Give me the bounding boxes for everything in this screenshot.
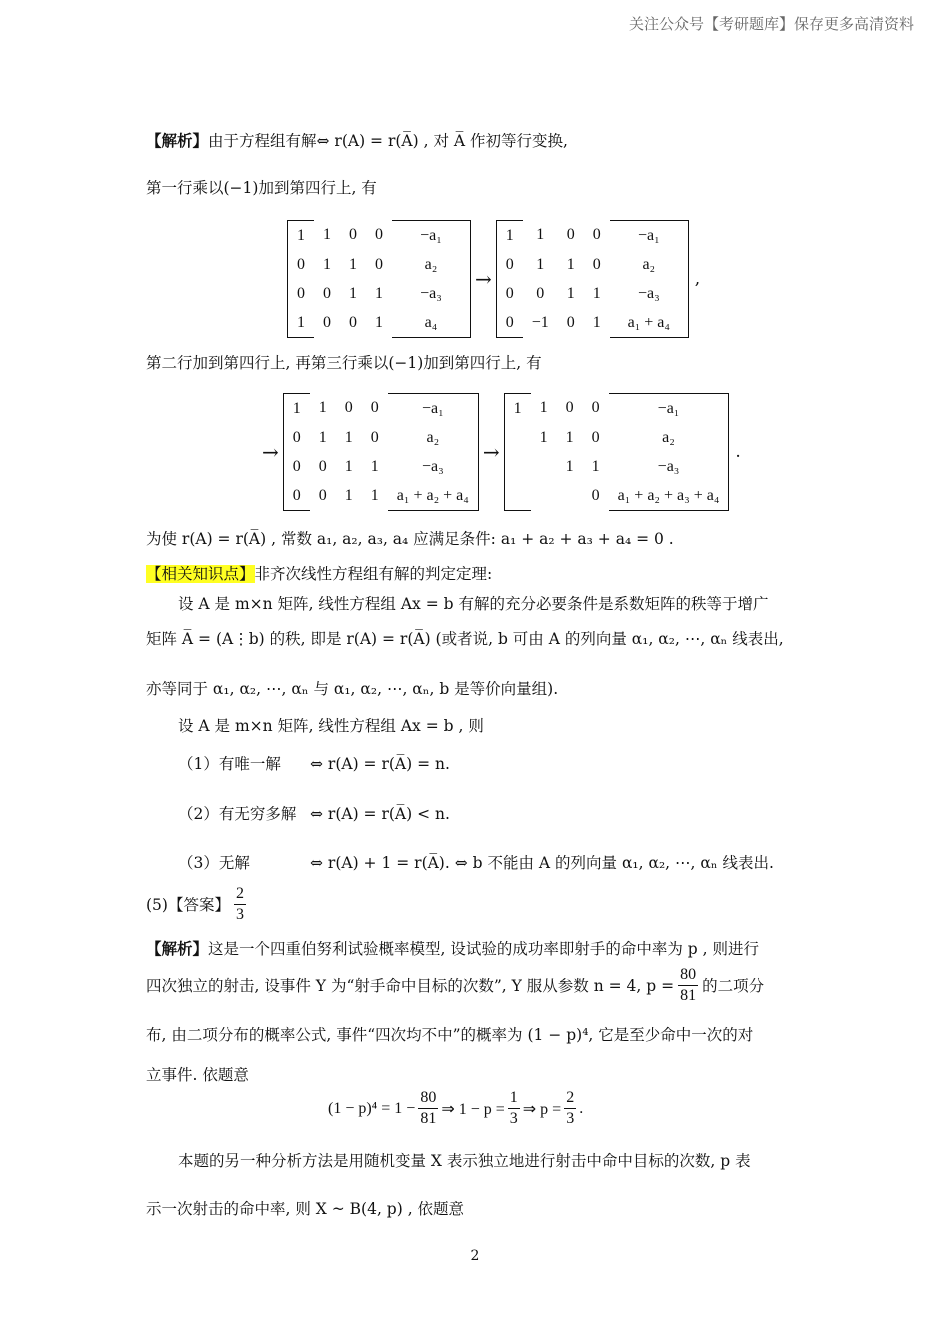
knowledge-heading xyxy=(146,563,492,585)
q5-equation xyxy=(328,1088,583,1129)
q5-analysis-tag: 【解析】 xyxy=(146,939,209,958)
matrix-row xyxy=(283,394,478,424)
matrix-cell: −a₁ xyxy=(392,221,471,251)
matrix-cell: −a₃ xyxy=(609,452,729,481)
matrix-cell: a₂ xyxy=(388,423,479,452)
q5-text-1: 这是一个四重伯努利试验概率模型, 设试验的成功率即射手的命中率为 p , 则进行 xyxy=(208,940,760,958)
matrix-cell: 0 xyxy=(318,457,327,475)
matrix-row xyxy=(283,481,478,511)
matrix-cell: 1 xyxy=(565,457,574,475)
knowledge-para-1b: 矩阵 A̅ = (A⋮b) 的秩, 即是 r(A) = r(A̅) (或者说, b 可由 A 的列向量 α₁, α₂, ⋯, αₙ 线表出, xyxy=(146,630,784,648)
matrix-cell: 0 xyxy=(536,284,545,302)
analysis-line-1 xyxy=(146,130,568,152)
matrix-cell: 1 xyxy=(318,428,327,446)
matrix-row xyxy=(283,452,478,481)
case-2-condition: ⇔ r(A) = r(A̅) < n. xyxy=(310,805,450,823)
fraction-denominator: 3 xyxy=(509,1110,518,1127)
matrix-cell: 1 xyxy=(539,428,548,446)
matrix-cell: 0 xyxy=(591,486,600,504)
matrix-cell: 0 xyxy=(566,226,575,244)
watermark-header: 关注公众号【考研题库】保存更多高清资料 xyxy=(628,15,914,33)
matrix-cell: 1 xyxy=(370,486,379,504)
q5-analysis-line-4: 立事件. 依题意 xyxy=(146,1066,249,1084)
matrix-row xyxy=(288,221,471,251)
matrix-augmented xyxy=(287,220,471,338)
matrix-cell: 0 xyxy=(375,255,383,273)
case-3-condition: ⇔ r(A) + 1 = r(A̅). ⇔ b 不能由 A 的列向量 α₁, α₂, ⋯, αₙ 线表出. xyxy=(310,854,774,872)
matrix-cell: 0 xyxy=(496,308,523,338)
matrix-row xyxy=(496,279,688,308)
matrix-cell: 1 xyxy=(288,221,315,251)
eq-part-c: ⇒ p = xyxy=(522,1100,562,1118)
arrow-icon: → xyxy=(262,440,279,464)
matrix-row xyxy=(496,250,688,279)
matrix-row xyxy=(504,452,729,481)
fraction-numerator: 2 xyxy=(564,1088,576,1109)
knowledge-para-2: 设 A 是 m×n 矩阵, 线性方程组 Ax = b , 则 xyxy=(178,717,484,735)
matrix-cell: −a₁ xyxy=(609,394,729,424)
matrix-cell: 0 xyxy=(591,428,600,446)
matrix-step-1 xyxy=(496,220,689,338)
matrix-cell: 0 xyxy=(375,226,383,244)
matrix-cell: 0 xyxy=(370,399,379,417)
matrix-cell: 1 xyxy=(344,428,353,446)
matrix-cell: 1 xyxy=(344,457,353,475)
matrix-cell: 0 xyxy=(566,313,575,331)
matrix-period: . xyxy=(735,442,741,462)
matrix-cell: 1 xyxy=(288,308,315,338)
matrix-row xyxy=(504,481,729,511)
matrix-cell: a₂ xyxy=(392,250,471,279)
analysis-conclusion: 为使 r(A) = r(A̅) , 常数 a₁, a₂, a₃, a₄ 应满足条件: a₁ + a₂ + a₃ + a₄ = 0 . xyxy=(146,530,674,548)
matrix-cell: a₂ xyxy=(610,250,689,279)
matrix-cell: 1 xyxy=(566,255,575,273)
fraction-numerator: 80 xyxy=(418,1088,438,1109)
q5-analysis-line-5: 本题的另一种分析方法是用随机变量 X 表示独立地进行射击中命中目标的次数, p 表 xyxy=(178,1152,751,1170)
matrix-cell: −a₁ xyxy=(610,221,689,251)
matrix-cell: 0 xyxy=(592,255,601,273)
matrix-cell: −a₁ xyxy=(388,394,479,424)
matrix-cell: a₄ xyxy=(392,308,471,338)
matrix-cell xyxy=(557,481,583,511)
page-number: 2 xyxy=(470,1248,480,1264)
matrix-cell: 1 xyxy=(504,394,531,424)
eq-fraction-1 xyxy=(418,1088,438,1129)
eq-part-b: ⇒ 1 − p = xyxy=(441,1100,505,1118)
matrix-cell: 1 xyxy=(375,313,383,331)
matrix-cell: a₁ + a₂ + a₄ xyxy=(388,481,479,511)
matrix-cell: 0 xyxy=(349,313,357,331)
matrix-cell xyxy=(504,452,531,481)
q5-text-2a: 四次独立的射击, 设事件 Y 为“射手命中目标的次数”, Y 服从参数 n = 4, p = xyxy=(146,976,675,995)
analysis-line-2: 第一行乘以(−1)加到第四行上, 有 xyxy=(146,179,377,197)
matrix-cell: 0 xyxy=(349,226,357,244)
fraction-numerator: 2 xyxy=(234,884,246,905)
matrix-cell: −1 xyxy=(531,313,549,331)
matrix-cell: 0 xyxy=(323,313,331,331)
matrix-cell xyxy=(531,452,557,481)
matrix-row xyxy=(496,308,688,338)
q5-analysis-line-3: 布, 由二项分布的概率公式, 事件“四次均不中”的概率为 (1 − p)⁴, 它是至少命中一次的对 xyxy=(146,1026,754,1044)
matrix-cell: 1 xyxy=(323,255,331,273)
analysis-text-1: 由于方程组有解⇔ r(A) = r(A̅) , 对 A̅ 作初等行变换, xyxy=(208,132,568,150)
matrix-echelon xyxy=(504,393,730,511)
matrix-transform-2 xyxy=(262,393,741,511)
matrix-cell: 1 xyxy=(375,284,383,302)
matrix-row xyxy=(288,250,471,279)
case-1-label: （1）有唯一解 xyxy=(178,755,281,773)
matrix-cell: 1 xyxy=(496,221,523,251)
q5-fraction-80-81 xyxy=(678,965,698,1006)
matrix-cell: −a₃ xyxy=(392,279,471,308)
matrix-cell: 1 xyxy=(283,394,310,424)
matrix-cell: 1 xyxy=(565,428,574,446)
matrix-cell: 1 xyxy=(349,255,357,273)
q5-answer xyxy=(146,884,246,925)
q5-analysis-line-1 xyxy=(146,938,759,960)
matrix-cell: 0 xyxy=(283,481,310,511)
matrix-cell: 0 xyxy=(592,226,601,244)
q5-text-2b: 的二项分 xyxy=(702,976,765,995)
matrix-row xyxy=(288,279,471,308)
knowledge-tag: 【相关知识点】 xyxy=(146,565,255,583)
analysis-tag: 【解析】 xyxy=(146,131,209,150)
fraction-denominator: 3 xyxy=(235,906,244,923)
fraction-denominator: 81 xyxy=(420,1110,437,1127)
case-2-label: （2）有无穷多解 xyxy=(178,805,297,823)
matrix-cell: 1 xyxy=(539,399,548,417)
matrix-row xyxy=(288,308,471,338)
case-3-label: （3）无解 xyxy=(178,854,250,872)
matrix-row xyxy=(504,423,729,452)
arrow-icon: → xyxy=(482,440,500,464)
matrix-cell: 0 xyxy=(344,399,353,417)
fraction-numerator: 1 xyxy=(508,1088,520,1109)
knowledge-para-1c: 亦等同于 α₁, α₂, ⋯, αₙ 与 α₁, α₂, ⋯, αₙ, b 是等价向量组). xyxy=(146,680,559,698)
matrix-cell xyxy=(531,481,557,511)
matrix-cell: 0 xyxy=(283,452,310,481)
matrix-cell: 0 xyxy=(283,423,310,452)
matrix-cell: 1 xyxy=(370,457,379,475)
knowledge-title: 非齐次线性方程组有解的判定定理: xyxy=(254,565,493,583)
matrix-transform-1 xyxy=(287,220,700,338)
matrix-row xyxy=(504,394,729,424)
matrix-cell: 1 xyxy=(591,457,600,475)
matrix-cell: 0 xyxy=(591,399,600,417)
matrix-cell: a₁ + a₂ + a₃ + a₄ xyxy=(609,481,729,511)
matrix-cell: 1 xyxy=(592,284,601,302)
matrix-cell: 0 xyxy=(288,279,315,308)
fraction-denominator: 81 xyxy=(680,987,697,1004)
matrix-comma: , xyxy=(694,269,701,289)
matrix-cell: −a₃ xyxy=(388,452,479,481)
case-1-condition: ⇔ r(A) = r(A̅) = n. xyxy=(310,755,450,773)
matrix-cell: 1 xyxy=(349,284,357,302)
matrix-step-2 xyxy=(283,393,479,511)
eq-part-a: (1 − p)⁴ = 1 − xyxy=(328,1099,416,1117)
matrix-cell: 0 xyxy=(288,250,315,279)
matrix-cell: 1 xyxy=(344,486,353,504)
matrix-cell: 0 xyxy=(565,399,574,417)
matrix-cell: a₁ + a₄ xyxy=(610,308,689,338)
q5-analysis-line-6: 示一次射击的命中率, 则 X ~ B(4, p) , 依题意 xyxy=(146,1200,465,1218)
q5-analysis-line-2 xyxy=(146,965,764,1006)
eq-fraction-2 xyxy=(508,1088,520,1129)
analysis-line-3: 第二行加到第四行上, 再第三行乘以(−1)加到第四行上, 有 xyxy=(146,354,542,372)
matrix-cell: a₂ xyxy=(609,423,729,452)
eq-part-d: . xyxy=(579,1099,584,1117)
matrix-cell: 0 xyxy=(323,284,331,302)
matrix-cell: 1 xyxy=(536,226,545,244)
matrix-cell: 1 xyxy=(536,255,545,273)
q5-label: (5)【答案】 xyxy=(146,895,230,914)
matrix-cell: 0 xyxy=(318,486,327,504)
matrix-cell: −a₃ xyxy=(610,279,689,308)
fraction-denominator: 3 xyxy=(566,1110,575,1127)
knowledge-para-1a: 设 A 是 m×n 矩阵, 线性方程组 Ax = b 有解的充分必要条件是系数矩阵的秩等于增广 xyxy=(178,595,769,613)
eq-fraction-3 xyxy=(564,1088,576,1129)
matrix-cell: 0 xyxy=(496,250,523,279)
fraction-numerator: 80 xyxy=(678,965,698,986)
matrix-cell: 1 xyxy=(323,226,331,244)
matrix-cell xyxy=(504,481,531,511)
matrix-cell xyxy=(504,423,531,452)
matrix-row xyxy=(496,221,688,251)
arrow-icon: → xyxy=(475,267,492,291)
matrix-cell: 1 xyxy=(318,399,327,417)
matrix-cell: 1 xyxy=(566,284,575,302)
matrix-cell: 0 xyxy=(370,428,379,446)
matrix-cell: 1 xyxy=(592,313,601,331)
q5-answer-fraction xyxy=(234,884,246,925)
matrix-row xyxy=(283,423,478,452)
matrix-cell: 0 xyxy=(496,279,523,308)
